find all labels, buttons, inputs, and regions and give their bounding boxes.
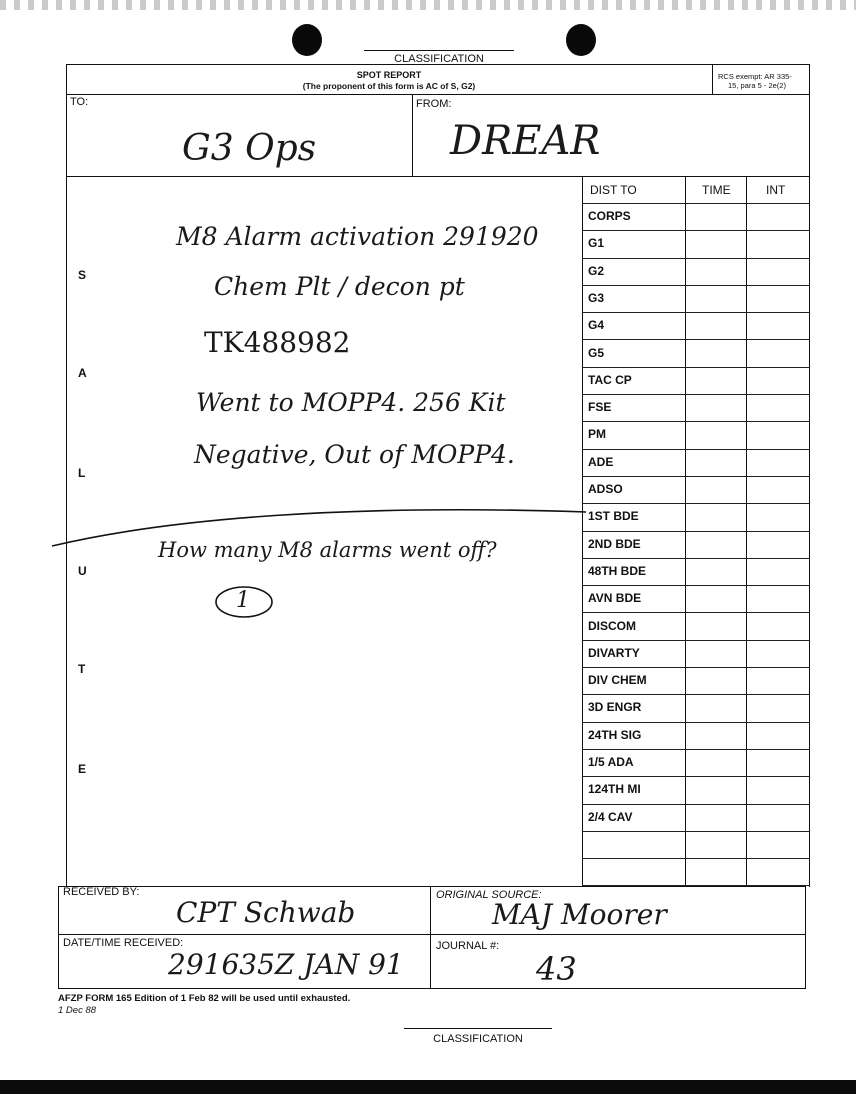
dist-row [582, 313, 810, 340]
dist-row [582, 259, 810, 286]
salute-letter-t: T [78, 662, 86, 676]
salute-letter-s: S [78, 268, 87, 282]
received-by-value: CPT Schwab [176, 896, 356, 929]
dist-row [582, 368, 810, 395]
dist-row [582, 832, 810, 859]
dist-row-label: AVN BDE [588, 591, 642, 606]
dist-row-label: CORPS [588, 209, 631, 223]
dist-row-label: DISCOM [588, 618, 636, 633]
from-value: DREAR [450, 118, 601, 164]
journal-value: 43 [536, 950, 577, 988]
dist-row [582, 450, 810, 477]
dist-row-label: 24TH SIG [588, 727, 642, 742]
dist-row-label: 48TH BDE [588, 563, 647, 578]
time-header: TIME [702, 183, 731, 197]
dist-row [582, 231, 810, 258]
dist-row-label: G4 [588, 318, 605, 333]
rcs-divider [712, 64, 713, 95]
dist-row [582, 695, 810, 722]
report-line-3: TK488982 [204, 326, 351, 359]
report-line-2: Chem Plt / decon pt [214, 272, 465, 301]
report-line-1: M8 Alarm activation 291920 [176, 222, 539, 251]
salute-letter-a: A [78, 366, 87, 380]
salute-letter-e: E [78, 762, 87, 776]
dist-row [582, 805, 810, 832]
proponent-note: (The proponent of this form is AC of S, G2) [302, 81, 476, 91]
dist-row-label: ADSO [588, 482, 623, 496]
dist-row [582, 777, 810, 804]
rcs-line-2: 15, para 5 - 2e(2) [728, 81, 786, 90]
to-from-divider [412, 95, 413, 177]
dist-row [582, 422, 810, 449]
dist-row-label: 1/5 ADA [588, 755, 634, 769]
dist-row-label: 3D ENGR [588, 700, 642, 715]
punch-hole-left [292, 24, 322, 56]
dist-row [582, 586, 810, 613]
dist-row [582, 504, 810, 531]
report-line-4: Went to MOPP4. 256 Kit [196, 388, 506, 417]
receipt-divider-vertical [430, 886, 431, 989]
dist-row-label: ADE [588, 454, 614, 469]
date-time-received-value: 291635Z JAN 91 [168, 948, 404, 981]
dist-row-label: PM [588, 427, 606, 442]
dist-row [582, 750, 810, 777]
dist-row-label: 2/4 CAV [588, 809, 633, 824]
dist-row [582, 341, 810, 368]
dist-to-header: DIST TO [590, 183, 637, 197]
classification-top: CLASSIFICATION [394, 53, 484, 65]
dist-row-label: TAC CP [588, 372, 632, 387]
rcs-line-1: RCS exempt: AR 335- [718, 72, 792, 81]
dist-row [582, 559, 810, 586]
dist-header-row [582, 177, 810, 204]
dist-row [582, 395, 810, 422]
dist-row [582, 204, 810, 231]
answer-text: 1 [236, 588, 250, 613]
dist-row-label: 1ST BDE [588, 509, 639, 524]
form-title: SPOT REPORT [356, 70, 422, 80]
classification-rule-bottom [404, 1028, 552, 1029]
dist-row-label: DIVARTY [588, 645, 640, 660]
receipt-divider-horizontal [58, 934, 806, 935]
date-time-received-label: DATE/TIME RECEIVED: [63, 937, 184, 949]
dist-row [582, 859, 810, 886]
dist-row-label: 124TH MI [588, 782, 641, 797]
dist-row-label: 2ND BDE [588, 536, 641, 551]
scan-noise-bottom [0, 1080, 856, 1094]
dist-row-label: DIV CHEM [588, 673, 647, 688]
form-date: 1 Dec 88 [58, 1005, 97, 1016]
dist-row-label: FSE [588, 400, 612, 415]
to-label: TO: [70, 96, 89, 108]
question-text: How many M8 alarms went off? [158, 538, 497, 562]
to-value: G3 Ops [182, 128, 317, 169]
journal-label: JOURNAL #: [436, 940, 500, 952]
dist-row [582, 614, 810, 641]
dist-row [582, 477, 810, 504]
dist-row-label: G2 [588, 263, 605, 278]
dist-row [582, 532, 810, 559]
dist-row-label: G3 [588, 290, 605, 305]
dist-row-label: G1 [588, 236, 605, 251]
salute-letter-l: L [78, 466, 86, 480]
dist-row [582, 723, 810, 750]
scan-noise-top [0, 0, 856, 10]
received-by-label: RECEIVED BY: [63, 886, 140, 898]
dist-row [582, 286, 810, 313]
original-source-value: MAJ Moorer [492, 898, 667, 931]
classification-rule-top [364, 50, 514, 51]
punch-hole-right [566, 24, 596, 56]
title-band-rule [66, 94, 810, 95]
report-line-5: Negative, Out of MOPP4. [194, 440, 515, 469]
from-label: FROM: [416, 98, 452, 110]
dist-row [582, 641, 810, 668]
original-source-label: ORIGINAL SOURCE: [436, 889, 542, 901]
dist-row [582, 668, 810, 695]
classification-bottom: CLASSIFICATION [433, 1033, 523, 1045]
dist-row-label: G5 [588, 345, 605, 360]
form-edition-note: AFZP FORM 165 Edition of 1 Feb 82 will be used until exhausted. [58, 993, 351, 1004]
int-header: INT [766, 183, 786, 197]
salute-letter-u: U [78, 564, 87, 578]
